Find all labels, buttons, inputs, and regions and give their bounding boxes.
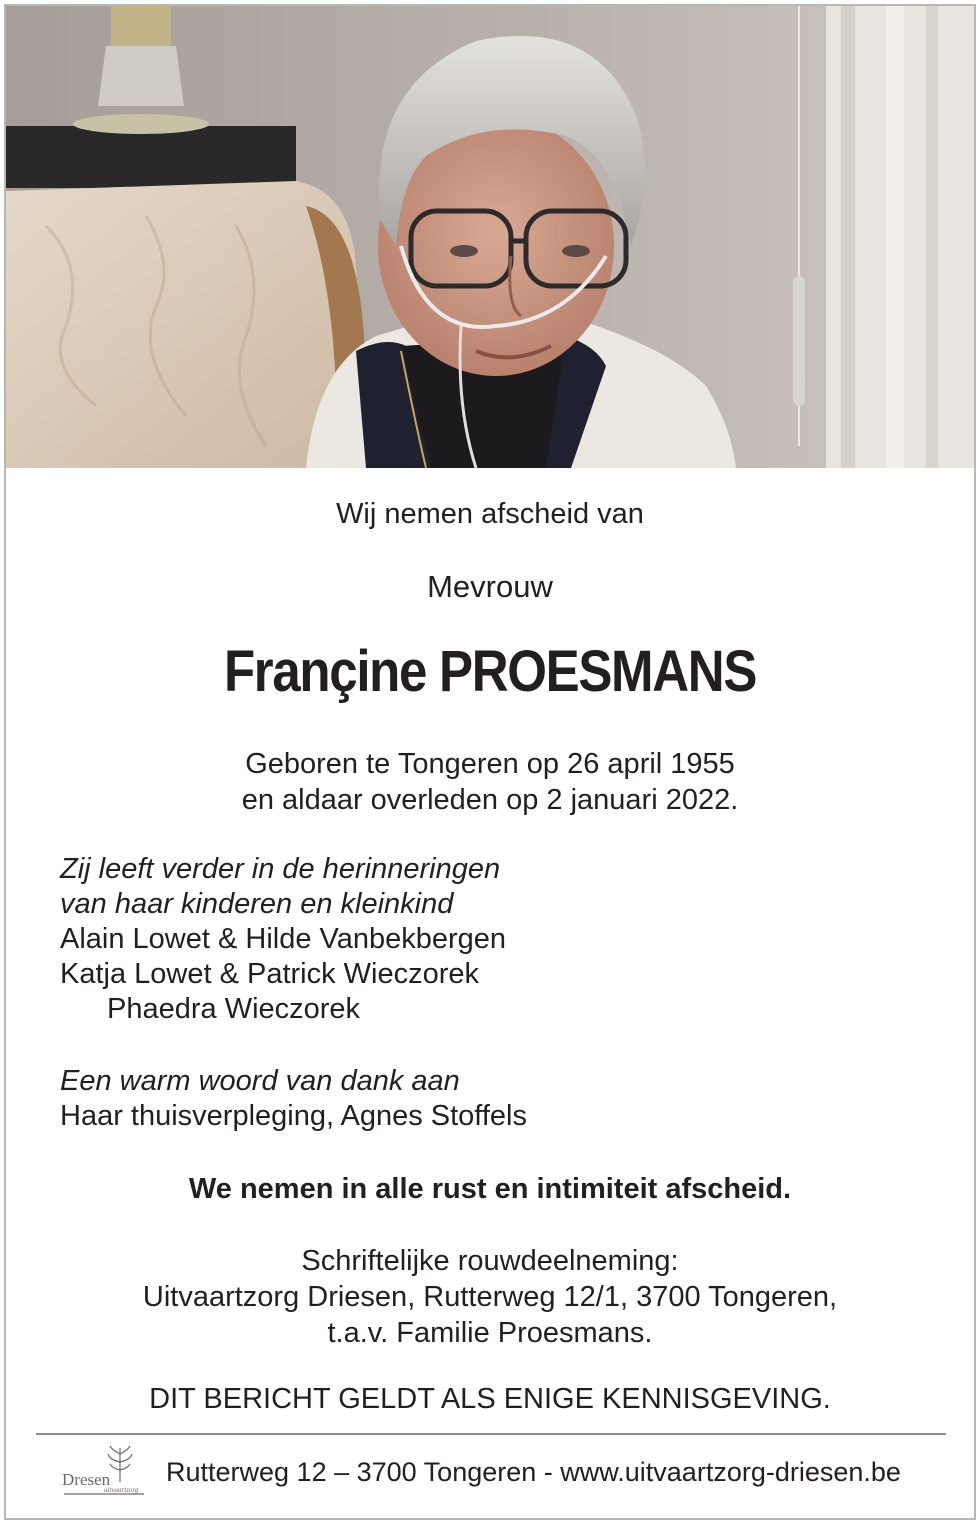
- thanks-line-2: Haar thuisverpleging, Agnes Stoffels: [60, 1100, 527, 1132]
- family-member: Alain Lowet & Hilde Vanbekbergen: [60, 923, 507, 955]
- thanks-block: [60, 1064, 527, 1134]
- condolence-line-2: Uitvaartzorg Driesen, Rutterweg 12/1, 3700 Tongeren,: [142, 1281, 838, 1313]
- remembrance-line-2: van haar kinderen en kleinkind: [60, 888, 454, 920]
- grandchild: Phaedra Wieczorek: [107, 993, 361, 1025]
- salutation: Mevrouw: [427, 569, 553, 604]
- death-line: en aldaar overleden op 2 januari 2022.: [241, 784, 739, 816]
- intro-text: Wij nemen afscheid van: [336, 498, 644, 530]
- portrait-photo: [6, 6, 974, 468]
- thanks-line-1: Een warm woord van dank aan: [60, 1065, 460, 1097]
- condolence-line-3: t.a.v. Familie Proesmans.: [327, 1317, 653, 1349]
- condolence-address: [6, 1243, 974, 1351]
- logo-text: Dresen: [62, 1470, 111, 1489]
- footer-address: Rutterweg 12 – 3700 Tongeren - www.uitvaartzorg-driesen.be: [166, 1457, 901, 1487]
- official-notice: DIT BERICHT GELDT ALS ENIGE KENNISGEVING.: [149, 1383, 831, 1415]
- deceased-name: Françine PROESMANS: [223, 639, 757, 704]
- condolence-line-1: Schriftelijke rouwdeelneming:: [301, 1245, 679, 1277]
- birth-line: Geboren te Tongeren op 26 april 1955: [245, 748, 735, 780]
- rest-statement: We nemen in alle rust en intimiteit afscheid.: [188, 1173, 792, 1205]
- obituary-card: [4, 4, 976, 1520]
- footer-divider: [36, 1433, 946, 1435]
- funeral-home-logo: [58, 1442, 148, 1504]
- remembrance-block: [60, 852, 506, 1027]
- family-member: Katja Lowet & Patrick Wieczorek: [60, 958, 480, 990]
- birth-death-info: [6, 746, 974, 818]
- logo-subtext: uitvaartzorg: [104, 1486, 139, 1494]
- remembrance-line-1: Zij leeft verder in de herinneringen: [60, 853, 501, 885]
